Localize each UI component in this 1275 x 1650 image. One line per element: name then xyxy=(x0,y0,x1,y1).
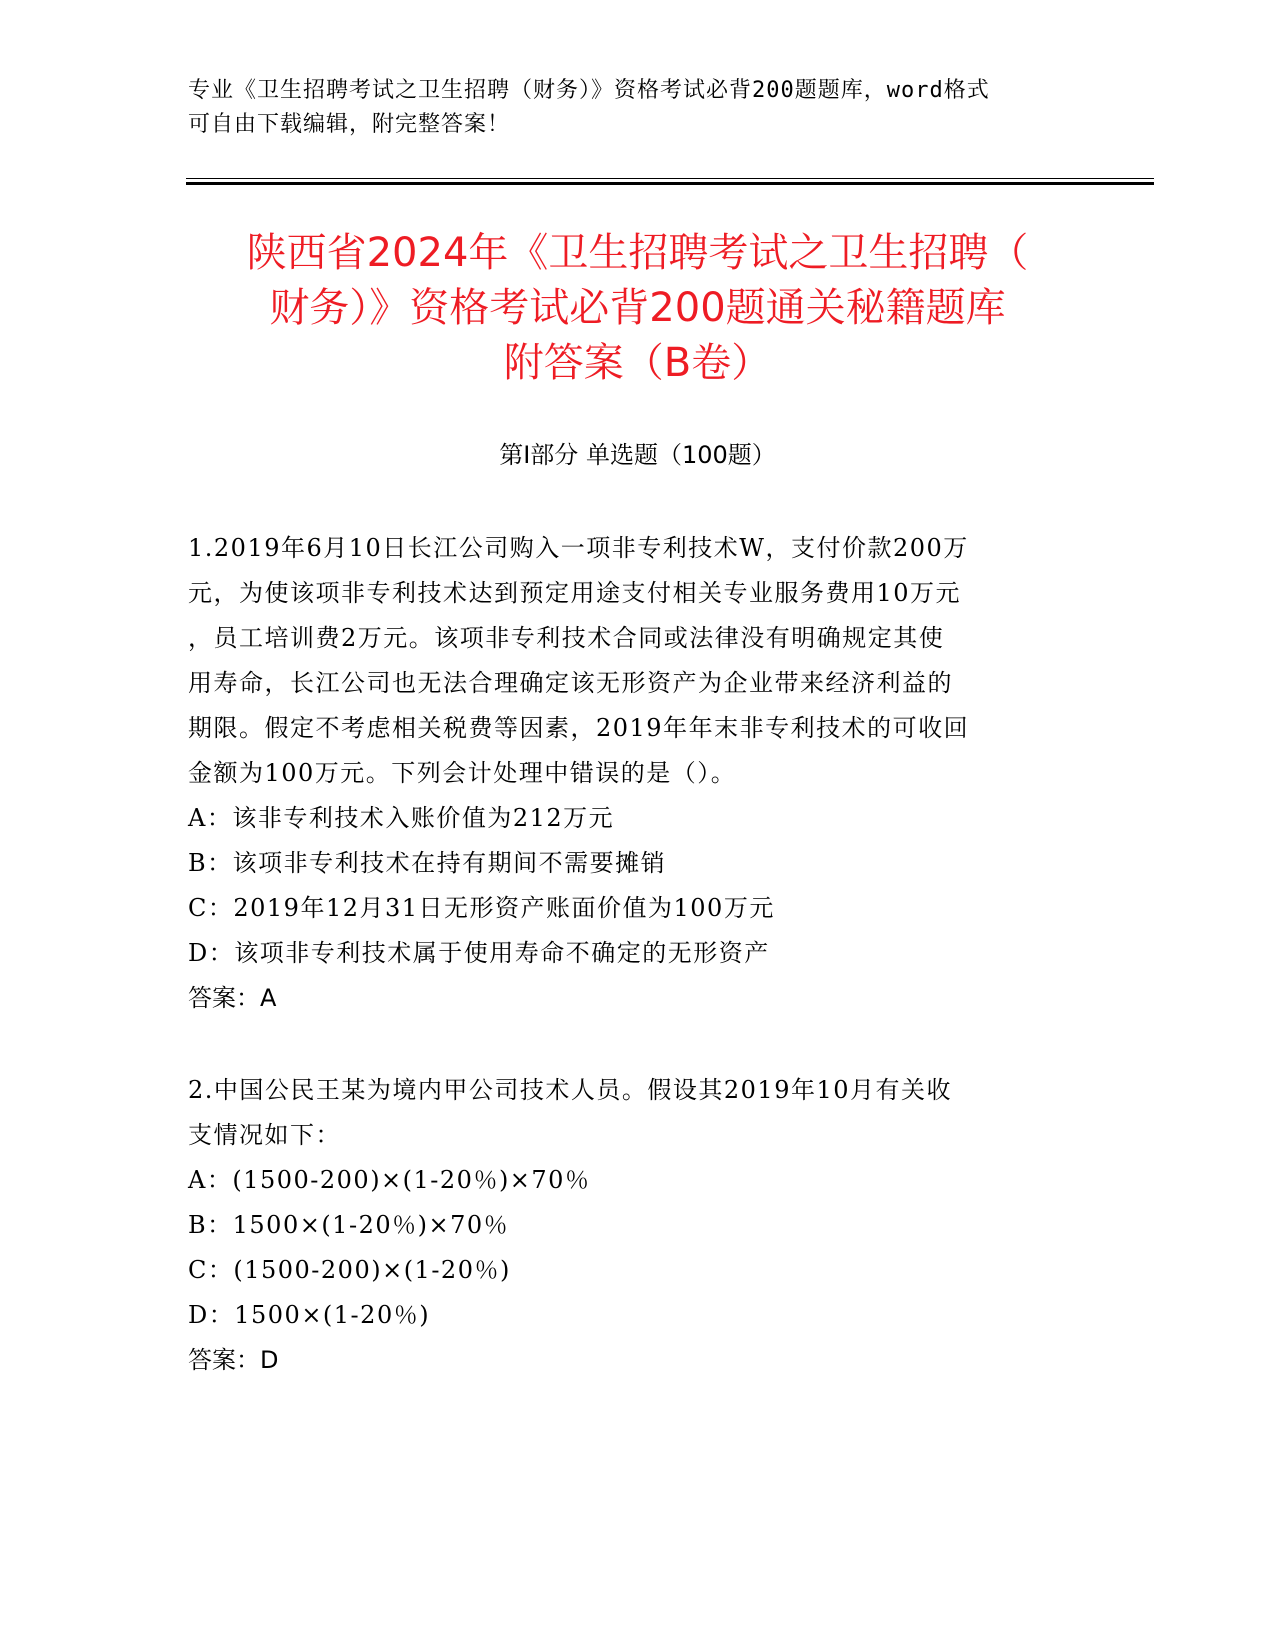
option-b: B：该项非专利技术在持有期间不需要摊销 xyxy=(188,849,667,877)
option-b: B：1500×(1-20％)×70％ xyxy=(188,1211,510,1239)
header-note-line: 专业《卫生招聘考试之卫生招聘（财务）》资格考试必背200题题库，word格式 xyxy=(188,78,990,103)
option-c: C：(1500-200)×(1-20％) xyxy=(188,1256,511,1284)
document-title xyxy=(140,226,1135,391)
stem-line: 元，为使该项非专利技术达到预定用途支付相关专业服务费用10万元 xyxy=(188,579,962,607)
option-a: A：(1500-200)×(1-20％)×70％ xyxy=(188,1166,591,1194)
question-2 xyxy=(188,1068,1068,1383)
stem-line: 1.2019年6月10日长江公司购入一项非专利技术W，支付价款200万 xyxy=(188,534,969,562)
header-note-line: 可自由下载编辑，附完整答案！ xyxy=(188,112,511,137)
answer: 答案：D xyxy=(188,1346,279,1374)
stem-line: 用寿命，长江公司也无法合理确定该无形资产为企业带来经济利益的 xyxy=(188,669,953,697)
question-1 xyxy=(188,526,1068,1021)
stem-line: 期限。假定不考虑相关税费等因素，2019年年末非专利技术的可收回 xyxy=(188,714,970,742)
stem-line: 金额为100万元。下列会计处理中错误的是（）。 xyxy=(188,759,737,787)
question-stem xyxy=(188,1068,1068,1158)
stem-line: 2.中国公民王某为境内甲公司技术人员。假设其2019年10月有关收 xyxy=(188,1076,953,1104)
option-d: D：该项非专利技术属于使用寿命不确定的无形资产 xyxy=(188,939,770,967)
question-stem xyxy=(188,526,1068,796)
answer: 答案：A xyxy=(188,984,277,1012)
section-title: 第Ⅰ部分 单选题（100题） xyxy=(499,441,776,469)
header-note xyxy=(188,74,1068,142)
option-d: D：1500×(1-20％) xyxy=(188,1301,431,1329)
stem-line: ，员工培训费2万元。该项非专利技术合同或法律没有明确规定其使 xyxy=(188,624,945,652)
stem-line: 支情况如下： xyxy=(188,1121,341,1149)
title-line: 附答案（B卷） xyxy=(503,340,772,386)
title-line: 财务）》资格考试必背200题通关秘籍题库 xyxy=(269,285,1006,331)
title-line: 陕西省2024年《卫生招聘考试之卫生招聘（ xyxy=(246,230,1029,276)
header-divider-thick xyxy=(186,182,1154,185)
option-c: C：2019年12月31日无形资产账面价值为100万元 xyxy=(188,894,775,922)
option-a: A：该非专利技术入账价值为212万元 xyxy=(188,804,615,832)
header-divider-thin xyxy=(186,178,1154,179)
